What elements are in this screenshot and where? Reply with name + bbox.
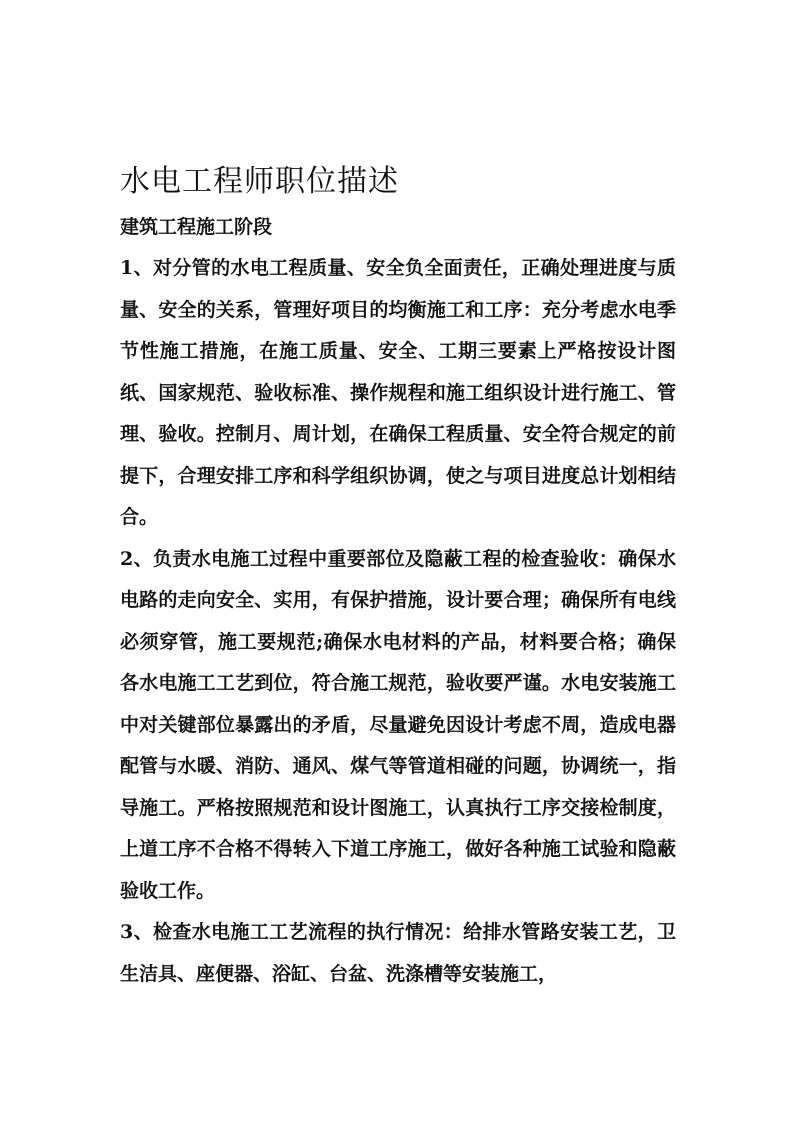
- document-body: [120, 160, 676, 995]
- paragraph-1: 1、对分管的水电工程质量、安全负全面责任，正确处理进度与质量、安全的关系，管理好项目的均衡施工和工序：充分考虑水电季节性施工措施，在施工质量、安全、工期三要素上严格按设计图纸、国家规范、验收标准、操作规程和施工组织设计进行施工、管理、验收。控制月、周计划，在确保工程质量、安全符合规定的前提下，合理安排工序和科学组织协调，使之与项目进度总计划相结合。: [120, 257, 676, 528]
- paragraph-2: 2、负责水电施工过程中重要部位及隐蔽工程的检查验收：确保水电路的走向安全、实用，有保护措施，设计要合理；确保所有电线必须穿管，施工要规范;确保水电材料的产品，材料要合格；确保各水电施工工艺到位，符合施工规范，验收要严谨。水电安装施工中对关键部位暴露出的矛盾，尽量避免因设计考虑不周，造成电器配管与水暖、消防、通风、煤气等管道相碰的问题，协调统一，指导施工。严格按照规范和设计图施工，认真执行工序交接检制度，上道工序不合格不得转入下道工序施工，做好各种施工试验和隐蔽验收工作。: [120, 547, 676, 902]
- paragraph-3: 3、检查水电施工工艺流程的执行情况：给排水管路安装工艺，卫生洁具、座便器、浴缸、台盆、洗涤槽等安装施工，: [120, 921, 676, 985]
- document-title: 水电工程师职位描述: [120, 164, 399, 199]
- section-heading: 建筑工程施工阶段: [120, 216, 273, 238]
